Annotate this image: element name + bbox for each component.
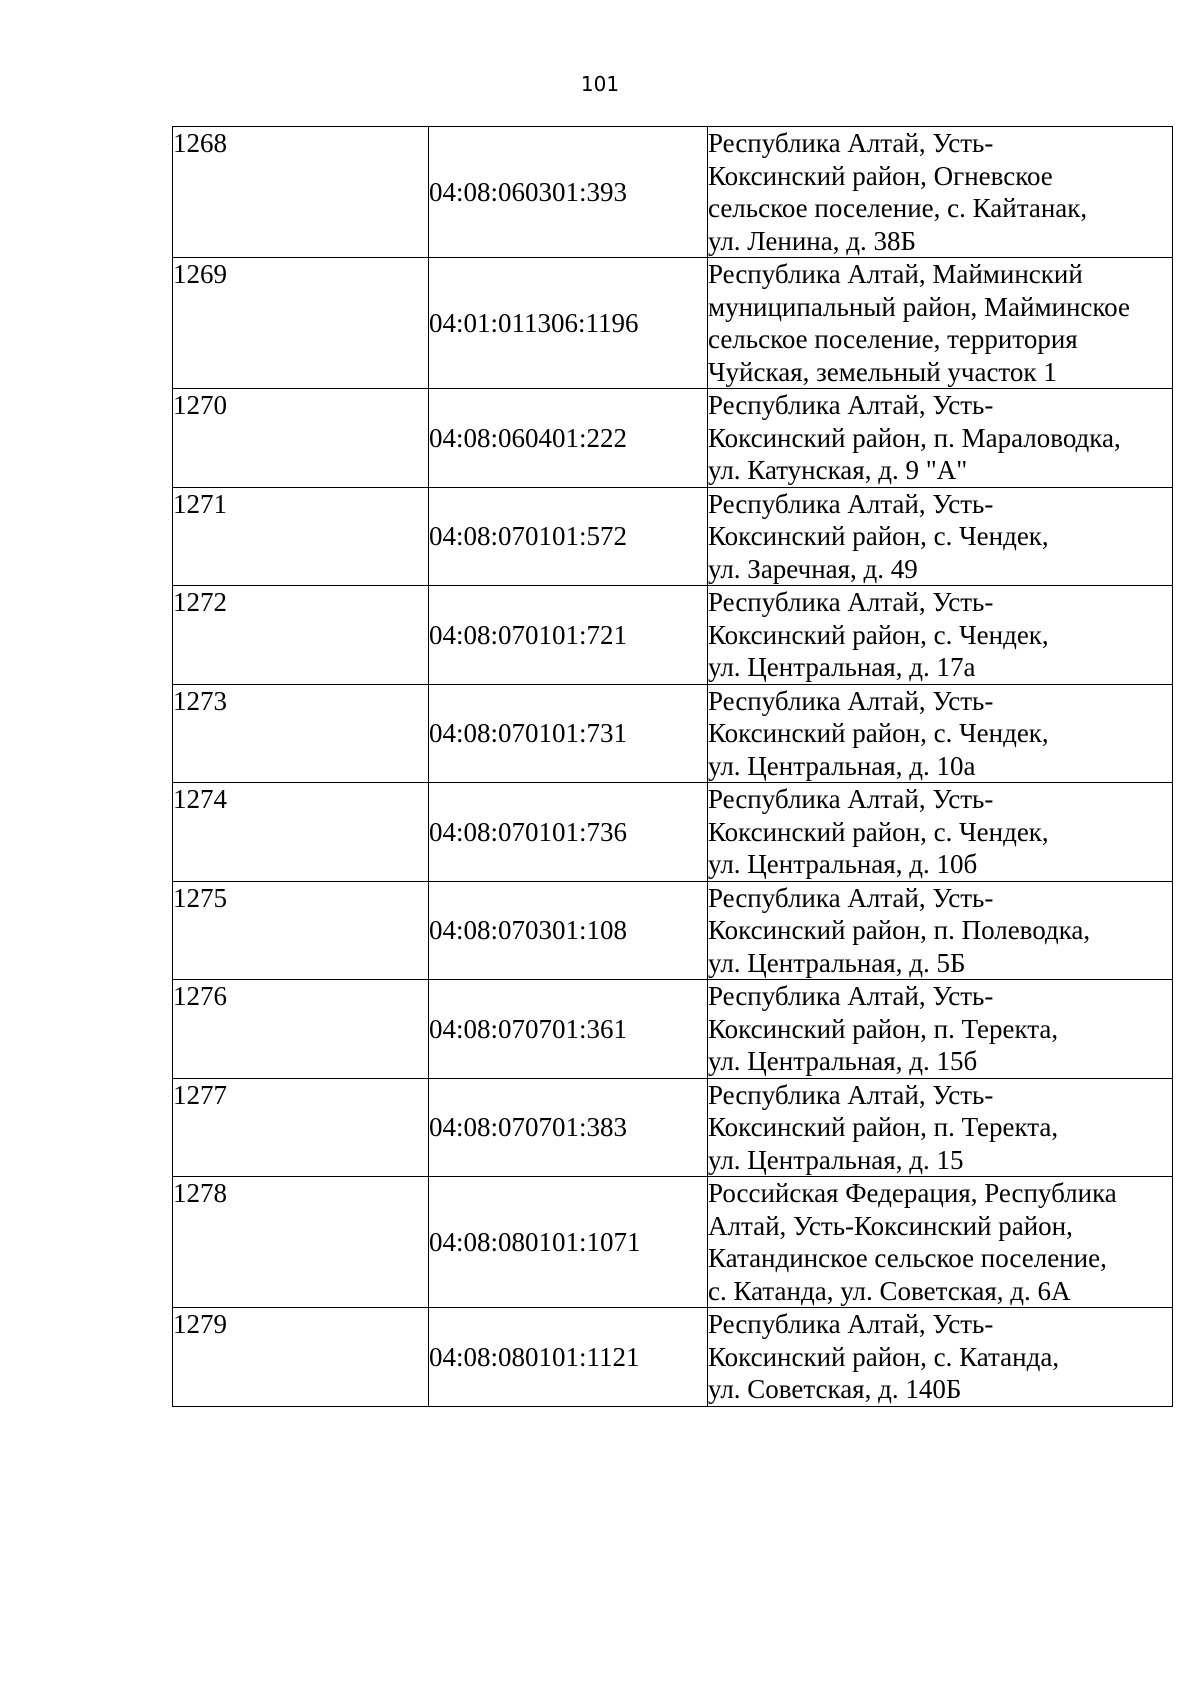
address-line: Республика Алтай, Усть- — [708, 1309, 994, 1339]
address-cell — [708, 487, 1173, 586]
table-row — [173, 684, 1173, 783]
cadastral-number-cell: 04:08:070101:572 — [429, 487, 708, 586]
registry-table-body — [173, 127, 1173, 1407]
address-line: Коксинский район, с. Чендек, — [708, 619, 1049, 650]
address-line: Республика Алтай, Усть- — [708, 128, 994, 158]
address-line: Республика Алтай, Усть- — [708, 784, 994, 814]
address-line: ул. Центральная, д. 15 — [708, 1144, 964, 1175]
address-line: ул. Центральная, д. 5Б — [708, 947, 966, 978]
address-cell — [708, 258, 1173, 389]
table-row — [173, 783, 1173, 882]
address-cell — [708, 783, 1173, 882]
address-cell — [708, 586, 1173, 685]
address-line: муниципальный район, Майминское — [708, 291, 1130, 322]
address-line: Коксинский район, п. Мараловодка, — [708, 422, 1121, 453]
row-number-cell: 1270 — [173, 389, 429, 488]
address-line: Республика Алтай, Усть- — [708, 882, 994, 913]
address-line: Республика Алтай, Усть- — [708, 390, 994, 420]
address-line: ул. Центральная, д. 17а — [708, 652, 976, 682]
address-line: Алтай, Усть-Коксинский район, — [708, 1210, 1073, 1241]
address-line: Республика Алтай, Усть- — [708, 685, 994, 716]
row-number-cell: 1277 — [173, 1078, 429, 1177]
registry-table — [172, 126, 1173, 1407]
address-line: сельское поселение, территория — [708, 324, 1078, 354]
table-row — [173, 1308, 1173, 1407]
row-number-cell: 1269 — [173, 258, 429, 389]
address-line: Чуйская, земельный участок 1 — [708, 356, 1057, 387]
row-number-cell: 1276 — [173, 980, 429, 1079]
row-number-cell: 1268 — [173, 127, 429, 258]
row-number-cell: 1279 — [173, 1308, 429, 1407]
table-row — [173, 487, 1173, 586]
address-line: ул. Ленина, д. 38Б — [708, 225, 916, 256]
address-line: Коксинский район, с. Чендек, — [708, 521, 1049, 551]
address-line: ул. Центральная, д. 10б — [708, 849, 978, 879]
address-line: Коксинский район, с. Чендек, — [708, 718, 1049, 748]
cadastral-number-cell: 04:08:070301:108 — [429, 881, 708, 980]
cadastral-number-cell: 04:08:070701:383 — [429, 1078, 708, 1177]
address-line: ул. Центральная, д. 10а — [708, 750, 976, 781]
address-cell — [708, 389, 1173, 488]
cadastral-number-cell: 04:08:060401:222 — [429, 389, 708, 488]
cadastral-number-cell: 04:08:070101:721 — [429, 586, 708, 685]
address-cell — [708, 1308, 1173, 1407]
row-number-cell: 1271 — [173, 487, 429, 586]
table-row — [173, 1078, 1173, 1177]
row-number-cell: 1273 — [173, 684, 429, 783]
table-row — [173, 127, 1173, 258]
table-row — [173, 1177, 1173, 1308]
address-cell — [708, 127, 1173, 258]
table-row — [173, 881, 1173, 980]
address-cell — [708, 1078, 1173, 1177]
address-line: Катандинское сельское поселение, — [708, 1243, 1107, 1273]
address-line: Коксинский район, Огневское — [708, 160, 1053, 191]
cadastral-number-cell: 04:08:070101:731 — [429, 684, 708, 783]
address-line: Российская Федерация, Республика — [708, 1178, 1117, 1208]
address-line: Республика Алтай, Усть- — [708, 981, 994, 1011]
address-line: ул. Заречная, д. 49 — [708, 553, 918, 584]
page-number: 101 — [580, 72, 620, 96]
address-line: сельское поселение, с. Кайтанак, — [708, 193, 1088, 223]
cadastral-number-cell: 04:08:060301:393 — [429, 127, 708, 258]
address-cell — [708, 684, 1173, 783]
table-row — [173, 586, 1173, 685]
address-line: Республика Алтай, Усть- — [708, 587, 994, 617]
address-cell — [708, 980, 1173, 1079]
row-number-cell: 1272 — [173, 586, 429, 685]
address-cell — [708, 881, 1173, 980]
address-line: Коксинский район, п. Теректа, — [708, 1013, 1059, 1044]
cadastral-number-cell: 04:08:070701:361 — [429, 980, 708, 1079]
cadastral-number-cell: 04:08:080101:1121 — [429, 1308, 708, 1407]
row-number-cell: 1274 — [173, 783, 429, 882]
address-line: с. Катанда, ул. Советская, д. 6А — [708, 1275, 1071, 1306]
address-line: Коксинский район, п. Теректа, — [708, 1112, 1059, 1142]
address-line: Республика Алтай, Усть- — [708, 488, 994, 519]
table-row — [173, 258, 1173, 389]
address-line: Республика Алтай, Усть- — [708, 1079, 994, 1110]
address-line: Коксинский район, п. Полеводка, — [708, 915, 1091, 945]
table-row — [173, 980, 1173, 1079]
cadastral-number-cell: 04:08:070101:736 — [429, 783, 708, 882]
cadastral-number-cell: 04:08:080101:1071 — [429, 1177, 708, 1308]
address-line: Республика Алтай, Майминский — [708, 259, 1083, 289]
address-line: ул. Центральная, д. 15б — [708, 1046, 978, 1076]
address-line: ул. Катунская, д. 9 "А" — [708, 455, 968, 485]
address-line: Коксинский район, с. Чендек, — [708, 816, 1049, 847]
address-cell — [708, 1177, 1173, 1308]
address-line: Коксинский район, с. Катанда, — [708, 1341, 1060, 1372]
table-row — [173, 389, 1173, 488]
row-number-cell: 1275 — [173, 881, 429, 980]
row-number-cell: 1278 — [173, 1177, 429, 1308]
cadastral-number-cell: 04:01:011306:1196 — [429, 258, 708, 389]
address-line: ул. Советская, д. 140Б — [708, 1374, 962, 1404]
